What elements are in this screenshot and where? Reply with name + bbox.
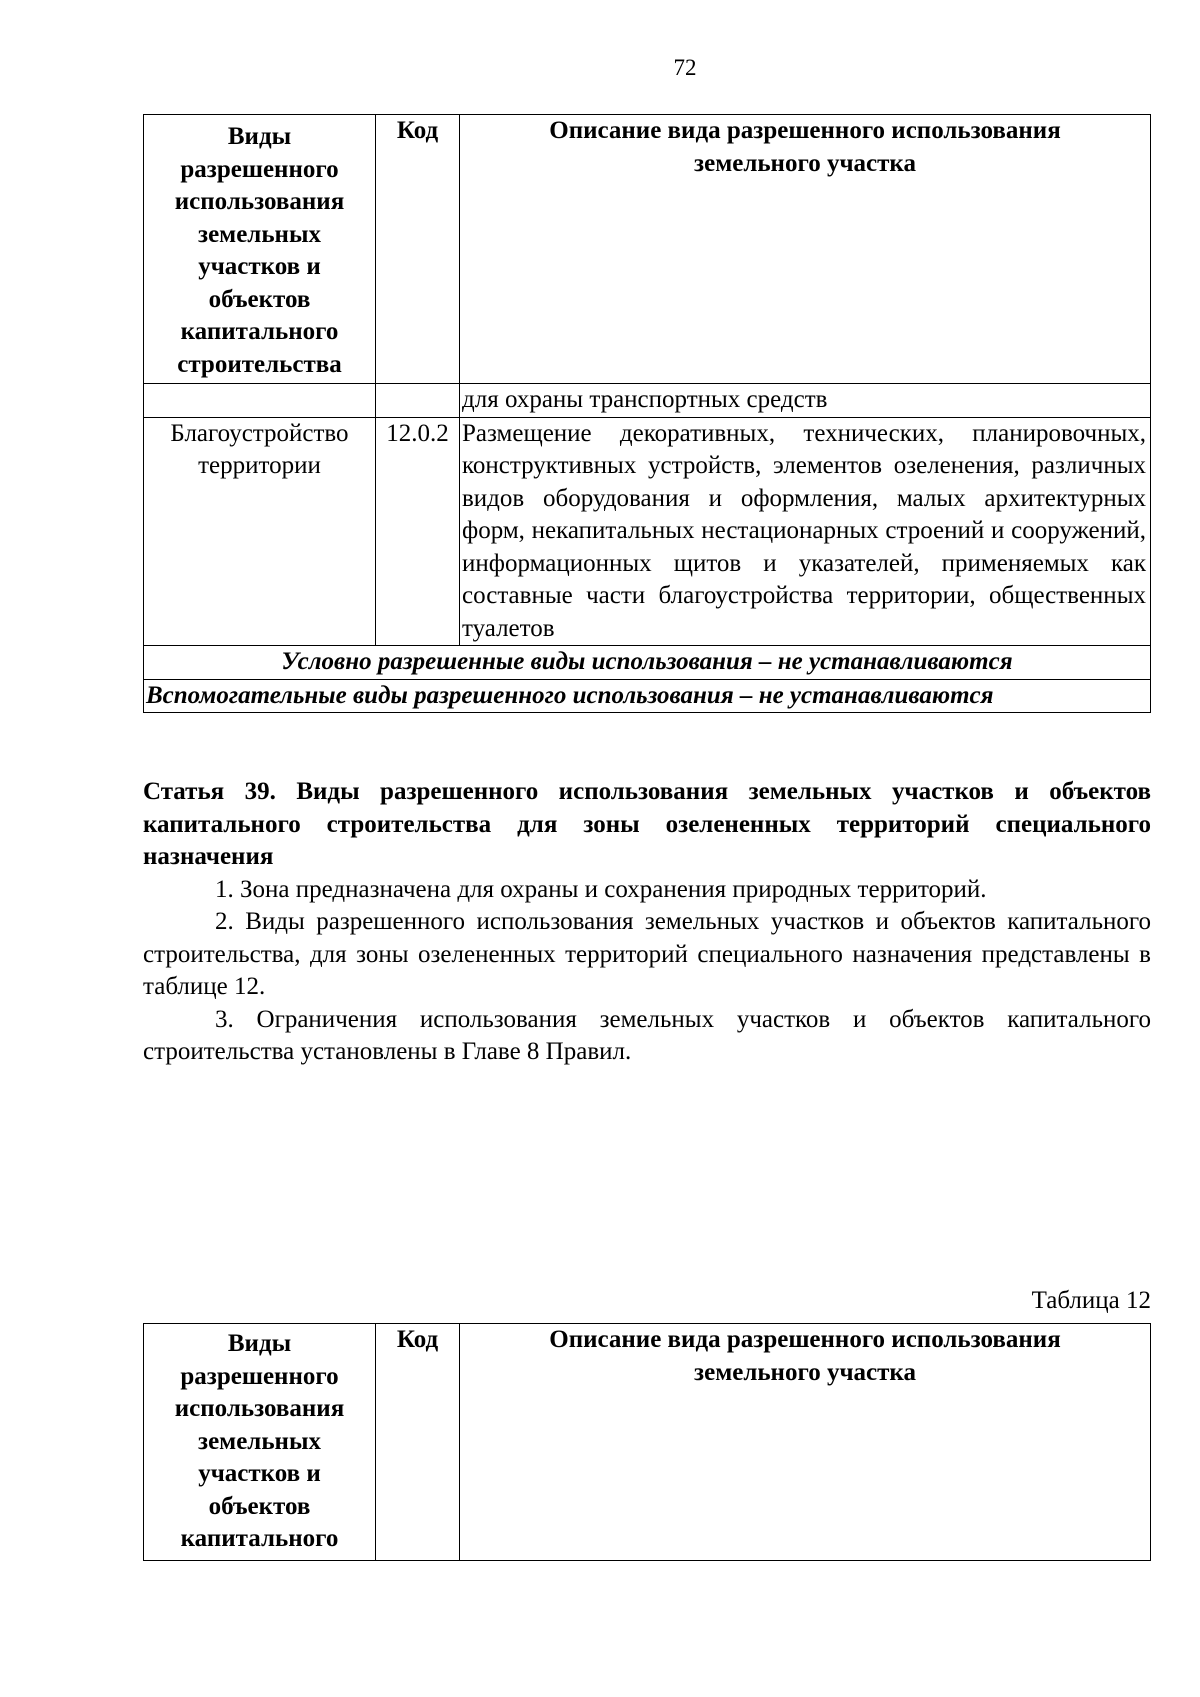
table-row-auxiliary xyxy=(144,679,1151,713)
header-code: Код xyxy=(376,115,460,384)
land-use-table-12 xyxy=(143,1323,1151,1561)
article-paragraph-3: 3. Ограничения использования земельных участков и объектов капитального строительства установлены в Главе 8 Правил. xyxy=(143,1005,1151,1065)
auxiliary-uses-row: Вспомогательные виды разрешенного использования – не устанавливаются xyxy=(144,679,1151,713)
article-paragraph-2: 2. Виды разрешенного использования земельных участков и объектов капитального строительства, для зоны озелененных территорий специального назначения представлены в таблице 12. xyxy=(143,908,1151,1000)
table-cell-code: 12.0.2 xyxy=(376,417,460,646)
table-row-conditional xyxy=(144,646,1151,680)
table-cell-land-use-name: Благоустройство территории xyxy=(144,417,376,646)
article-title: Статья 39. Виды разрешенного использования земельных участков и объектов капитального строительства для зоны озелененных территорий специального назначения xyxy=(143,778,1151,870)
table-cell-description: для охраны транспортных средств xyxy=(460,384,1151,418)
table-row xyxy=(144,417,1151,646)
table-header-row xyxy=(144,115,1151,384)
article-section xyxy=(143,776,1151,1069)
land-use-table-continuation xyxy=(143,114,1151,713)
header-land-use-type: Виды разрешенного использования земельных участков и объектов капитального строительства xyxy=(144,115,376,384)
header-land-use-type: Виды разрешенного использования земельных участков и объектов капитального xyxy=(144,1324,376,1561)
header-code: Код xyxy=(376,1324,460,1561)
article-paragraph-1: 1. Зона предназначена для охраны и сохранения природных территорий. xyxy=(215,875,987,903)
conditional-uses-row: Условно разрешенные виды использования – не устанавливаются xyxy=(144,646,1151,680)
header-description: Описание вида разрешенного использования земельного участка xyxy=(460,1324,1151,1561)
table-cell-empty xyxy=(376,384,460,418)
table-cell-description: Размещение декоративных, технических, планировочных, конструктивных устройств, элементов озеленения, различных видов оборудования и оформления, малых архитектурных форм, некапитальных нестационарных строений и сооружений, информационных щитов и указателей, применяемых как составные части благоустройства территории, общественных туалетов xyxy=(460,417,1151,646)
table-cell-empty xyxy=(144,384,376,418)
header-description: Описание вида разрешенного использования земельного участка xyxy=(460,115,1151,384)
page-number: 72 xyxy=(673,55,697,80)
table-caption: Таблица 12 xyxy=(1031,1287,1151,1314)
table-header-row xyxy=(144,1324,1151,1561)
table-row xyxy=(144,384,1151,418)
